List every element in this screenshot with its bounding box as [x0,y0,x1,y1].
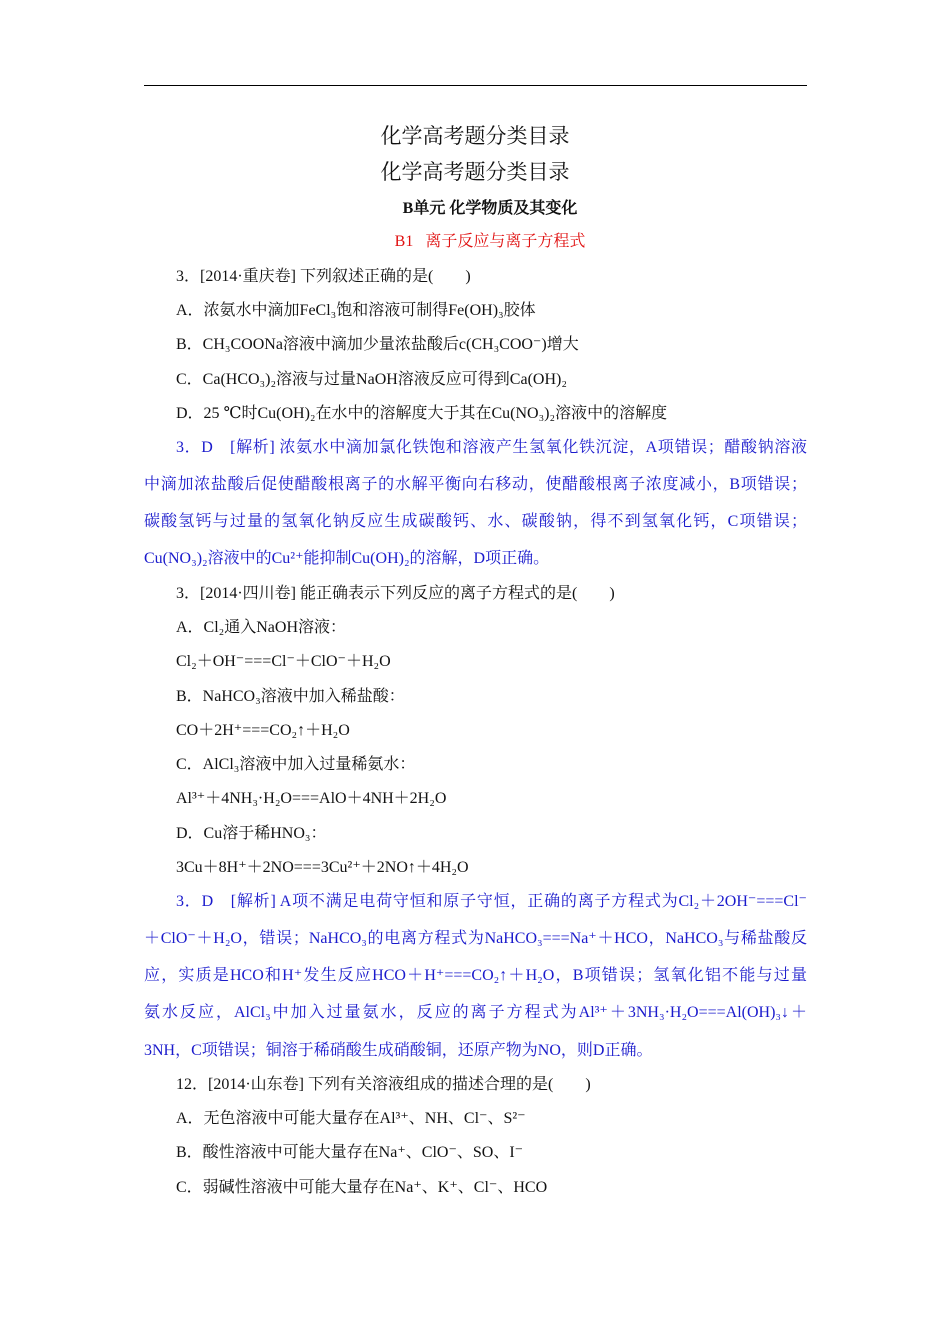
question-stem: 3．[2014·重庆卷] 下列叙述正确的是( ) [176,268,471,285]
doc-title: 化学高考题分类目录 [380,124,570,148]
answer-analysis-line: 应，实质是HCO和H⁺发生反应HCO＋H⁺===CO₂↑＋H₂O，B项错误；氢氧化铝不能与过量 [144,967,807,984]
option-d: D．Cu溶于稀HNO₃： [176,825,327,842]
equation: CO＋2H⁺===CO₂↑＋H₂O [176,722,350,739]
answer-analysis-line: 3NH，C项错误；铜溶于稀硝酸生成硝酸铜，还原产物为NO，则D正确。 [144,1042,653,1059]
answer-analysis-line: 3．D [解析] 浓氨水中滴加氯化铁饱和溶液产生氢氧化铁沉淀，A项错误；醋酸钠溶液 [176,439,807,456]
section-title: 离子反应与离子方程式 [425,233,586,250]
answer-analysis-line: Cu(NO₃)₂溶液中的Cu²⁺能抑制Cu(OH)₂的溶解，D项正确。 [144,550,550,567]
option-b: B．CH₃COONa溶液中滴加少量浓盐酸后c(CH₃COO⁻)增大 [176,336,579,353]
answer-analysis-line: 碳酸氢钙与过量的氢氧化钠反应生成碳酸钙、水、碳酸钠，得不到氢氧化钙，C项错误； [144,513,807,530]
answer-analysis-line: 中滴加浓盐酸后促使醋酸根离子的水解平衡向右移动，使醋酸根离子浓度减小，B项错误； [144,476,807,493]
section-code: B1 [394,233,414,250]
option-c: C．弱碱性溶液中可能大量存在Na⁺、K⁺、Cl⁻、HCO [176,1179,548,1196]
option-b: B．酸性溶液中可能大量存在Na⁺、ClO⁻、SO、I⁻ [176,1144,524,1161]
question-stem: 12．[2014·山东卷] 下列有关溶液组成的描述合理的是( ) [176,1076,591,1093]
option-a: A．浓氨水中滴加FeCl₃饱和溶液可制得Fe(OH)₃胶体 [176,302,536,319]
header-rule [144,85,807,86]
answer-analysis-line: 3．D [解析] A项不满足电荷守恒和原子守恒，正确的离子方程式为Cl₂＋2OH⁻===Cl⁻ [176,893,807,910]
answer-analysis-line: ＋ClO⁻＋H₂O，错误；NaHCO₃的电离方程式为NaHCO₃===Na⁺＋HCO，NaHCO₃与稀盐酸反 [144,930,807,947]
equation: Al³⁺＋4NH₃·H₂O===AlO＋4NH＋2H₂O [176,790,447,807]
equation: Cl₂＋OH⁻===Cl⁻＋ClO⁻＋H₂O [176,653,391,670]
option-b: B．NaHCO₃溶液中加入稀盐酸： [176,688,405,705]
option-c: C．Ca(HCO₃)₂溶液与过量NaOH溶液反应可得到Ca(OH)₂ [176,371,567,388]
equation: 3Cu＋8H⁺＋2NO===3Cu²⁺＋2NO↑＋4H₂O [176,859,469,876]
question-stem: 3．[2014·四川卷] 能正确表示下列反应的离子方程式的是( ) [176,585,615,602]
option-c: C．AlCl₃溶液中加入过量稀氨水： [176,756,416,773]
doc-title-repeat: 化学高考题分类目录 [380,160,570,184]
option-d: D．25 ℃时Cu(OH)₂在水中的溶解度大于其在Cu(NO₃)₂溶液中的溶解度 [176,405,668,422]
section-heading [0,231,950,253]
answer-analysis-line: 氨水反应，AlCl₃中加入过量氨水，反应的离子方程式为Al³⁺＋3NH₃·H₂O===Al(OH)₃↓＋ [144,1004,807,1021]
option-a: A．无色溶液中可能大量存在Al³⁺、NH、Cl⁻、S²⁻ [176,1110,526,1127]
unit-heading: B单元 化学物质及其变化 [402,200,578,217]
option-a: A．Cl₂通入NaOH溶液： [176,619,347,636]
